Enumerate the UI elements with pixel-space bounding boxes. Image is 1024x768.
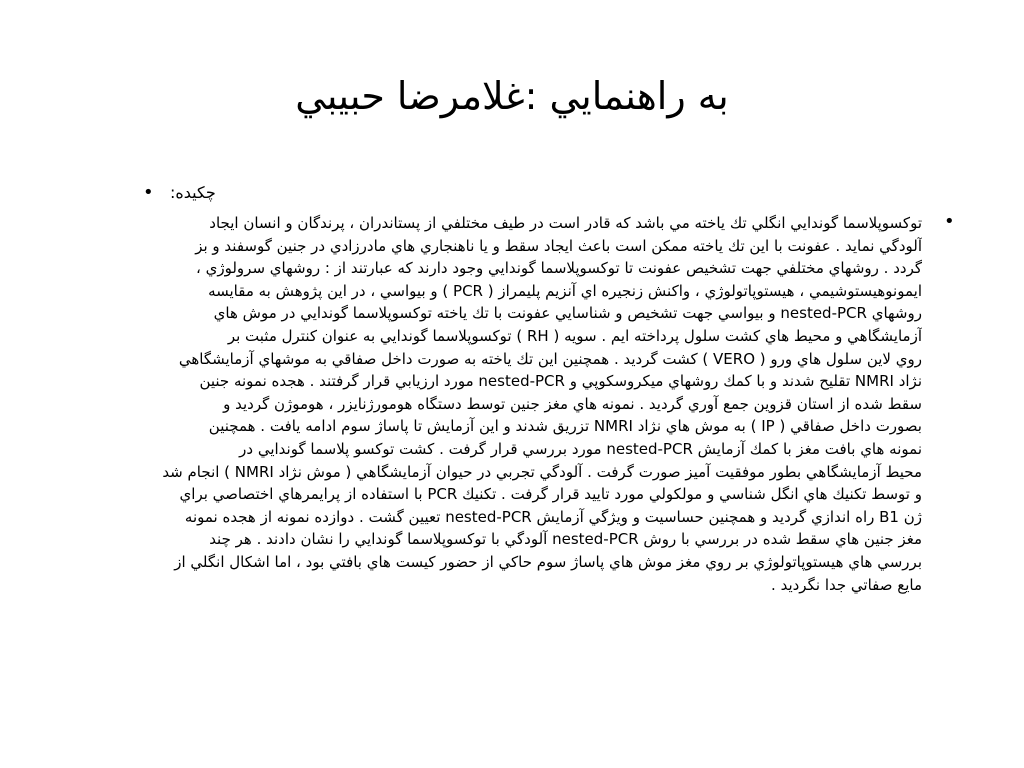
abstract-line: آزمايشگاهي و محيط هاي كشت سلول پرداخته ايم . سويه ( RH ) توكسوپلاسما گوندايي به عنوان كنترل مثبت بر (227, 326, 922, 345)
abstract-paragraph (62, 212, 922, 596)
abstract-line: محيط آزمايشگاهي بطور موفقيت آميز صورت گرفت . آلودگي تجربي در حيوان آزمايشگاهي ( موش نژاد NMRI ) انجام شد (162, 462, 922, 481)
abstract-line: بررسي هاي هيستوپاتولوژي بر روي مغز موش هاي پاساژ سوم حاكي از حضور كيست هاي بافتي بود ، اما اشكال انگلي از (174, 552, 922, 571)
bullet-icon: • (143, 182, 154, 203)
abstract-line: نمونه هاي بافت مغز با كمك آزمايش nested-PCR مورد بررسي قرار گرفت . كشت توكسو پلاسما گوندايي در (239, 439, 922, 458)
abstract-line: نژاد NMRI تقليح شدند و با كمك روشهاي ميكروسكوپي و nested-PCR مورد ارزيابي قرار گرفتند . هجده نمونه جنين (199, 372, 922, 391)
abstract-line: مغز جنين هاي سقط شده در بررسي با روش nested-PCR آلودگي با توكسوپلاسما گوندايي را نشان دادند . هر چند (209, 530, 922, 549)
abstract-line: آلودگي نمايد . عفونت با اين تك ياخته ممكن است باعث ايجاد سقط و يا ناهنجاري هاي مادرزادي در جنين گوسفند و بز (195, 236, 922, 255)
abstract-line: گردد . روشهاي مختلفي جهت تشخيص عفونت تا توكسوپلاسما گوندايي وجود دارند كه عبارتند از : روشهاي سرولوژي ، (196, 259, 922, 278)
abstract-line: ژن B1 راه اندازي گرديد و همچنين حساسيت و ويژگي آزمايش nested-PCR تعيين گشت . دوازده نمونه از هجده نمونه (184, 507, 922, 526)
abstract-line: روي لاين سلول هاي ورو ( VERO ) كشت گرديد . همچنين اين تك ياخته به صورت داخل صفاقي به موشهاي آزمايشگاهي (178, 349, 922, 368)
bullet-icon: • (944, 211, 955, 232)
abstract-line: و توسط تكنيك هاي انگل شناسي و مولكولي مورد تاييد قرار گرفت . تكنيك PCR با استفاده از پرايمرهاي اختصاصي براي (179, 485, 922, 504)
slide-title: به راهنمايي :غلامرضا حبيبي (295, 74, 729, 118)
abstract-line: ايمونوهيستوشيمي ، هيستوپاتولوژي ، واكنش زنجيره اي آنزيم پليمراز ( PCR ) و بيواسي ، در اين پژوهش به مقايسه (208, 281, 922, 300)
abstract-line: روشهاي nested-PCR و بيواسي جهت تشخيص و شناسايي عفونت با تك ياخته توكسوپلاسما گوندايي در موش هاي (213, 304, 922, 323)
summary-label: چكيده: (170, 183, 216, 202)
abstract-line: توكسوپلاسما گوندايي انگلي تك ياخته مي باشد كه قادر است در طيف مختلفي از پستاندران ، پرندگان و انسان ايجاد (209, 214, 922, 232)
abstract-line: بصورت داخل صفاقي ( IP ) به موش هاي نژاد NMRI تزريق شدند و اين آزمايش تا پاساژ سوم ادامه يافت . همچنين (208, 417, 922, 436)
abstract-line: مايع صفاتي جدا نگرديد . (771, 575, 922, 594)
abstract-line: سقط شده از استان قزوين جمع آوري گرديد . نمونه هاي مغز جنين توسط دستگاه هومورژنايزر ، هوموژن گرديد و (223, 394, 922, 413)
